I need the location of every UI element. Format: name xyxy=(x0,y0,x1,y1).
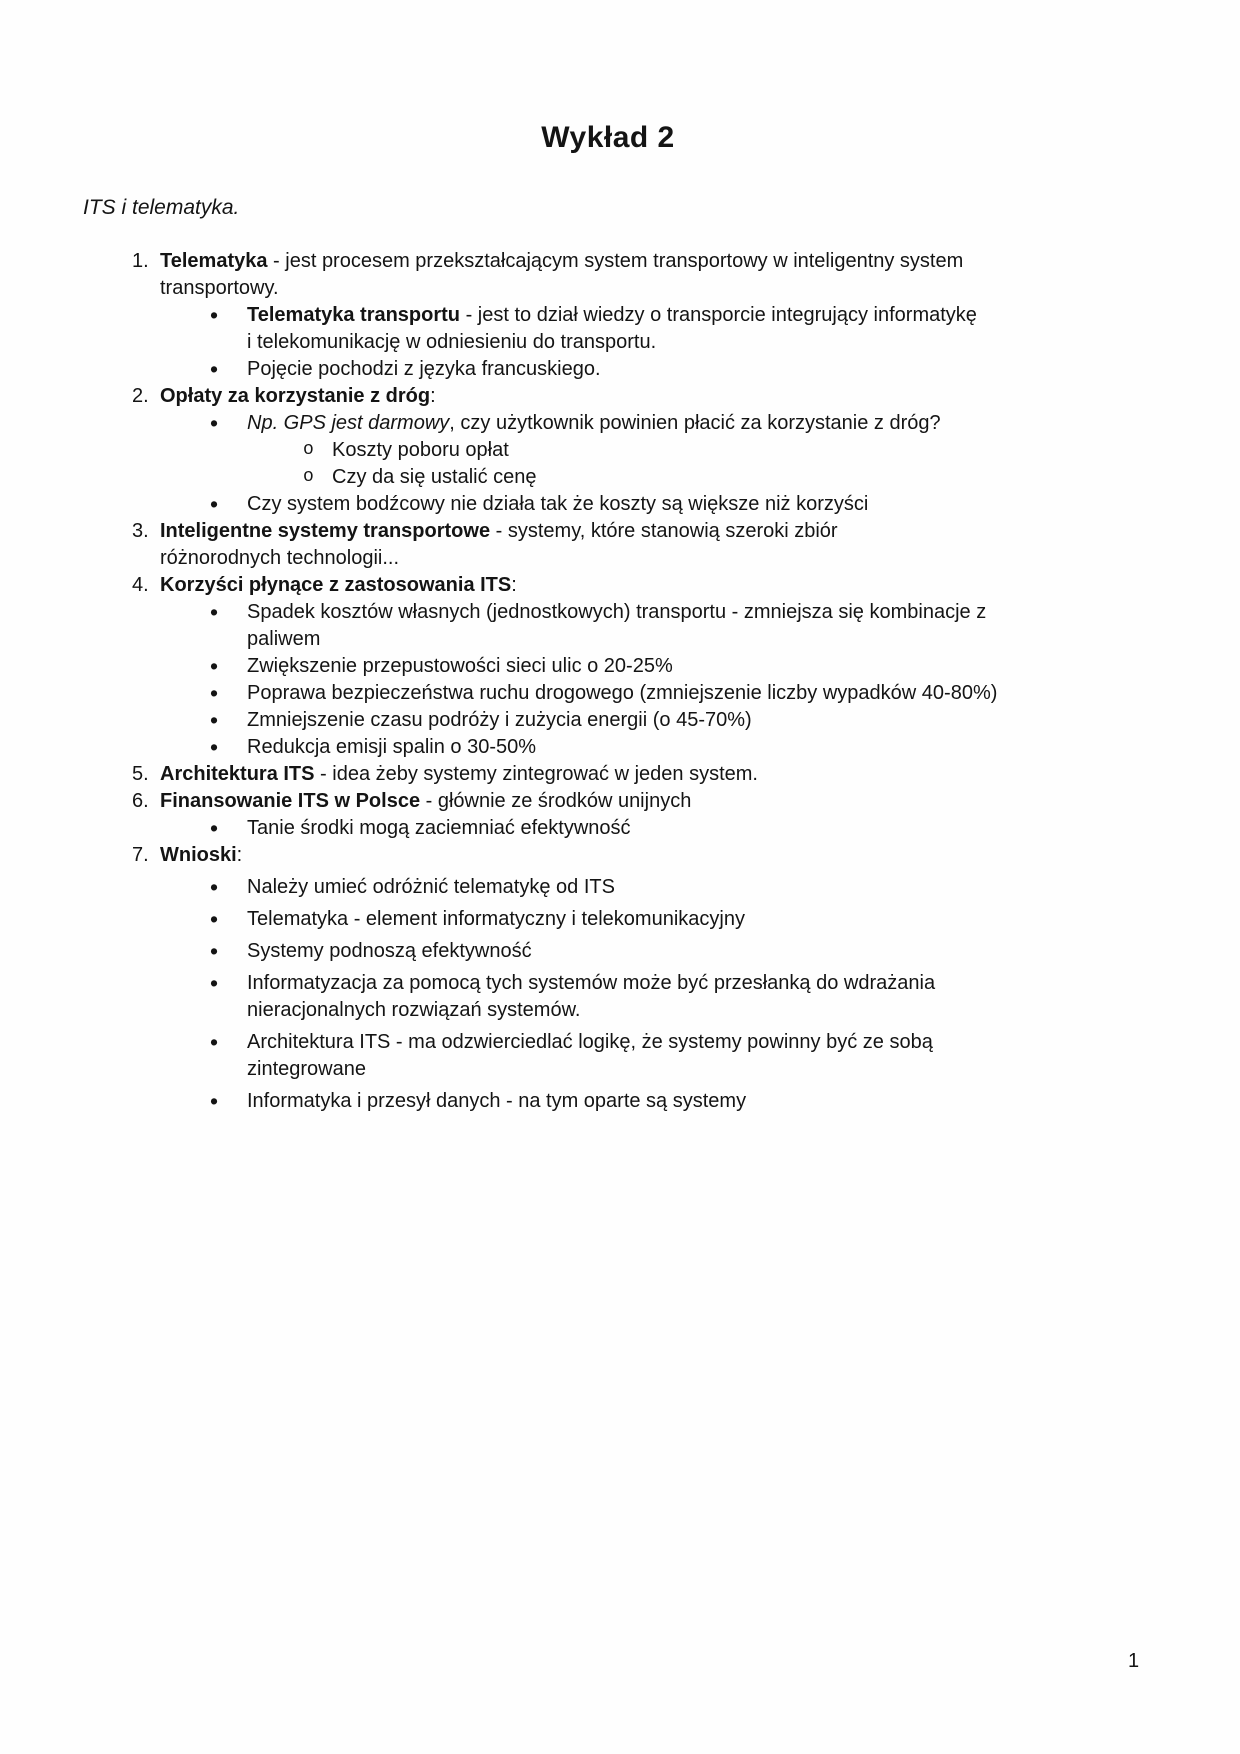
bullet-dot-marker: • xyxy=(210,969,219,996)
circle-o-marker: o xyxy=(303,466,314,487)
page-number: 1 xyxy=(1128,1650,1140,1672)
numbered-list-item xyxy=(0,842,1240,869)
bullet-dot-marker: • xyxy=(210,355,219,382)
list-item-text xyxy=(247,356,601,383)
text-segment: Informatyka i przesył danych - na tym oparte są systemy xyxy=(247,1089,747,1112)
bullet-dot-marker: • xyxy=(210,409,219,436)
text-segment: : xyxy=(236,843,243,866)
bullet-list-item xyxy=(0,906,1240,933)
list-item-text xyxy=(247,874,615,901)
list-item-text xyxy=(247,410,941,437)
bullet-dot-marker: • xyxy=(210,1087,219,1114)
numbered-list-item xyxy=(0,761,1240,788)
bullet-list-item xyxy=(0,653,1240,680)
text-segment: , czy użytkownik powinien płacić za korzystanie z dróg? xyxy=(449,411,941,434)
list-item-text xyxy=(247,1029,933,1083)
bullet-dot-marker: • xyxy=(210,301,219,328)
text-segment: - systemy, które stanowią szeroki zbiór xyxy=(490,519,838,542)
list-item-text xyxy=(160,248,963,302)
bullet-dot-marker: • xyxy=(210,490,219,517)
text-segment: Telematyka transportu xyxy=(247,303,461,326)
bullet-list-item xyxy=(0,874,1240,901)
text-segment: Tanie środki mogą zaciemniać efektywność xyxy=(247,816,631,839)
text-segment: - głównie ze środków unijnych xyxy=(420,789,692,812)
text-segment: Pojęcie pochodzi z języka francuskiego. xyxy=(247,357,601,380)
list-item-text xyxy=(247,680,997,707)
bullet-list-item xyxy=(0,599,1240,653)
bullet-dot-marker: • xyxy=(210,937,219,964)
list-item-text xyxy=(247,815,631,842)
list-item-text xyxy=(332,437,509,464)
item-number-marker: 7. xyxy=(132,843,149,866)
text-segment: różnorodnych technologii... xyxy=(160,546,400,569)
text-segment: paliwem xyxy=(247,627,321,650)
list-item-text xyxy=(247,491,868,518)
bullet-list-item xyxy=(0,464,1240,491)
text-segment: transportowy. xyxy=(160,276,279,299)
list-item-text xyxy=(247,1088,746,1115)
bullet-dot-marker: • xyxy=(210,679,219,706)
item-number-marker: 3. xyxy=(132,519,149,542)
bullet-list-item xyxy=(0,707,1240,734)
text-segment: Inteligentne systemy transportowe xyxy=(160,519,491,542)
numbered-list-item xyxy=(0,518,1240,572)
text-segment: Należy umieć odróżnić telematykę od ITS xyxy=(247,875,615,898)
bullet-list-item xyxy=(0,437,1240,464)
bullet-list-item xyxy=(0,938,1240,965)
bullet-dot-marker: • xyxy=(210,1028,219,1055)
text-segment: Zmniejszenie czasu podróży i zużycia energii (o 45-70%) xyxy=(247,708,752,731)
list-item-text xyxy=(160,842,242,869)
text-segment: - idea żeby systemy zintegrować w jeden system. xyxy=(314,762,758,785)
list-item-text xyxy=(247,970,935,1024)
numbered-list-item xyxy=(0,572,1240,599)
bullet-dot-marker: • xyxy=(210,733,219,760)
list-item-text xyxy=(247,734,536,761)
text-segment: Redukcja emisji spalin o 30-50% xyxy=(247,735,537,758)
list-item-text xyxy=(247,653,673,680)
list-item-text xyxy=(160,572,517,599)
text-segment: Architektura ITS - ma odzwierciedlać logikę, że systemy powinny być ze sobą xyxy=(247,1030,933,1053)
text-segment: Architektura ITS xyxy=(160,762,315,785)
item-number-marker: 6. xyxy=(132,789,149,812)
text-segment: Opłaty za korzystanie z dróg xyxy=(160,384,431,407)
item-number-marker: 5. xyxy=(132,762,149,785)
bullet-list-item xyxy=(0,1029,1240,1083)
text-segment: i telekomunikację w odniesieniu do transportu. xyxy=(247,330,657,353)
list-item-text xyxy=(247,707,752,734)
text-segment: Telematyka xyxy=(160,249,268,272)
bullet-list-item xyxy=(0,356,1240,383)
bullet-dot-marker: • xyxy=(210,598,219,625)
list-item-text xyxy=(247,906,745,933)
text-segment: Np. GPS jest darmowy xyxy=(247,411,450,434)
bullet-list-item xyxy=(0,1088,1240,1115)
outline-list xyxy=(0,248,1240,1115)
list-item-text xyxy=(332,464,537,491)
list-item-text xyxy=(160,761,758,788)
text-segment: Telematyka - element informatyczny i telekomunikacyjny xyxy=(247,907,745,930)
bullet-dot-marker: • xyxy=(210,706,219,733)
page-title: Wykład 2 xyxy=(541,121,675,154)
text-segment: Zwiększenie przepustowości sieci ulic o 20-25% xyxy=(247,654,673,677)
text-segment: - jest procesem przekształcającym system transportowy w inteligentny system xyxy=(267,249,964,272)
text-segment: Czy system bodźcowy nie działa tak że koszty są większe niż korzyści xyxy=(247,492,869,515)
list-item-text xyxy=(247,599,986,653)
text-segment: Koszty poboru opłat xyxy=(332,438,509,461)
text-segment: - jest to dział wiedzy o transporcie integrujący informatykę xyxy=(460,303,977,326)
text-segment: Czy da się ustalić cenę xyxy=(332,465,537,488)
text-segment: Spadek kosztów własnych (jednostkowych) transportu - zmniejsza się kombinacje z xyxy=(247,600,987,623)
item-number-marker: 1. xyxy=(132,249,149,272)
text-segment: Korzyści płynące z zastosowania ITS xyxy=(160,573,512,596)
document-subtitle: ITS i telematyka. xyxy=(83,195,240,219)
item-number-marker: 4. xyxy=(132,573,149,596)
list-item-text xyxy=(247,302,977,356)
text-segment: Informatyzacja za pomocą tych systemów może być przesłanką do wdrażania xyxy=(247,971,936,994)
text-segment: : xyxy=(430,384,436,407)
bullet-list-item xyxy=(0,734,1240,761)
bullet-dot-marker: • xyxy=(210,652,219,679)
list-item-text xyxy=(160,383,436,410)
list-item-text xyxy=(247,938,532,965)
list-item-text xyxy=(160,518,838,572)
list-item-text xyxy=(160,788,691,815)
bullet-list-item xyxy=(0,410,1240,437)
numbered-list-item xyxy=(0,383,1240,410)
bullet-list-item xyxy=(0,680,1240,707)
bullet-list-item xyxy=(0,970,1240,1024)
text-segment: Systemy podnoszą efektywność xyxy=(247,939,532,962)
numbered-list-item xyxy=(0,788,1240,815)
text-segment: Poprawa bezpieczeństwa ruchu drogowego (zmniejszenie liczby wypadków 40-80%) xyxy=(247,681,998,704)
text-segment: nieracjonalnych rozwiązań systemów. xyxy=(247,998,581,1021)
bullet-dot-marker: • xyxy=(210,814,219,841)
text-segment: : xyxy=(511,573,517,596)
text-segment: Wnioski xyxy=(160,843,237,866)
item-number-marker: 2. xyxy=(132,384,149,407)
text-segment: zintegrowane xyxy=(247,1057,366,1080)
bullet-list-item xyxy=(0,302,1240,356)
numbered-list-item xyxy=(0,248,1240,302)
bullet-dot-marker: • xyxy=(210,873,219,900)
bullet-list-item xyxy=(0,491,1240,518)
text-segment: Finansowanie ITS w Polsce xyxy=(160,789,421,812)
circle-o-marker: o xyxy=(303,439,314,460)
bullet-dot-marker: • xyxy=(210,905,219,932)
bullet-list-item xyxy=(0,815,1240,842)
